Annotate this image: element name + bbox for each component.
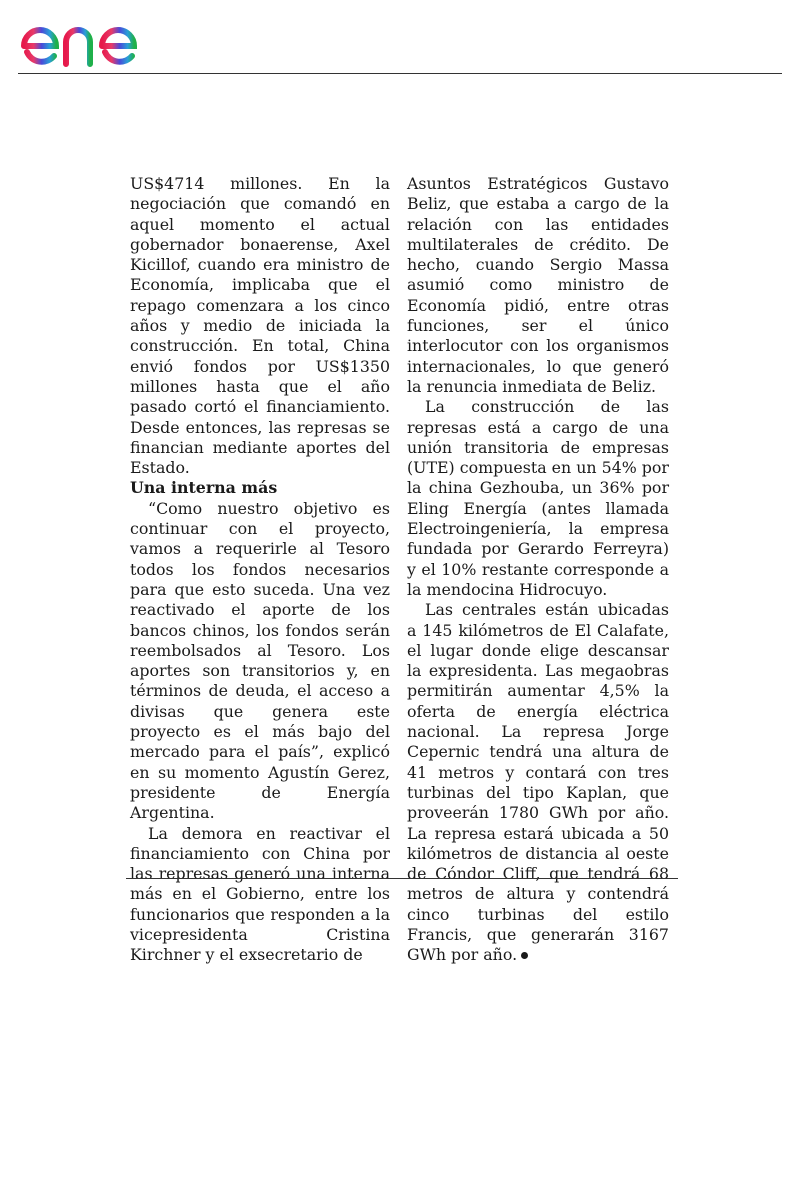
article-paragraph-text: Las centrales están ubicadas a 145 kilómetros de El Calafate, el lugar donde elige descansar la expresidenta. Las megaobras permitirán aumentar 4,5% la oferta de energía eléctrica nacional. La represa Jorge Cepernic tendrá una altura de 41 metros y contará con tres turbinas del tipo Kaplan, que proveerán 1780 GWh por año. La represa estará ubicada a 50 kilómetros de distancia al oeste de Cóndor Cliff, que tendrá 68 metros de altura y contendrá cinco turbinas del estilo Francis, que generarán 3167 GWh por año.: [407, 600, 669, 965]
article-left-column: [130, 174, 390, 966]
footer-divider: [126, 878, 678, 879]
article-paragraph: La demora en reactivar el financiamiento con China por las represas generó una interna más en el Gobierno, entre los funcionarios que responden a la vicepresidenta Cristina Kirchner y el exsecretario de: [130, 823, 390, 965]
end-of-article-icon: [521, 952, 528, 959]
article-paragraph-final: [407, 600, 669, 965]
article-paragraph: Asuntos Estratégicos Gustavo Beliz, que estaba a cargo de la relación con las entidades multilaterales de crédito. De hecho, cuando Sergio Massa asumió como ministro de Economía pidió, entre otras funciones, ser el único interlocutor con los organismos internacionales, lo que generó la renuncia inmediata de Beliz.: [407, 174, 669, 396]
enel-logo: [18, 8, 178, 68]
article-paragraph: US$4714 millones. En la negociación que comandó en aquel momento el actual gobernador bonaerense, Axel Kicillof, cuando era ministro de Economía, implicaba que el repago comenzara a los cinco años y medio de iniciada la construcción. En total, China envió fondos por US$1350 millones hasta que el año pasado cortó el financiamiento. Desde entonces, las represas se financian mediante aportes del Estado.: [130, 174, 390, 478]
article-paragraph: La construcción de las represas está a cargo de una unión transitoria de empresas (UTE) compuesta en un 54% por la china Gezhouba, un 36% por Eling Energía (antes llamada Electroingeniería, la empresa fundada por Gerardo Ferreyra) y el 10% restante corresponde a la mendocina Hidrocuyo.: [407, 397, 669, 599]
article-paragraph: “Como nuestro objetivo es continuar con el proyecto, vamos a requerirle al Tesoro todos los fondos necesarios para que esto suceda. Una vez reactivado el aporte de los bancos chinos, los fondos serán reembolsados al Tesoro. Los aportes son transitorios y, en términos de deuda, el acceso a divisas que genera este proyecto es el más bajo del mercado para el país”, explicó en su momento Agustín Gerez, presidente de Energía Argentina.: [130, 498, 390, 823]
article-subhead: Una interna más: [130, 478, 278, 498]
enel-logo-icon: [18, 8, 178, 68]
article-right-column: [407, 174, 669, 966]
header-divider: [18, 73, 782, 74]
